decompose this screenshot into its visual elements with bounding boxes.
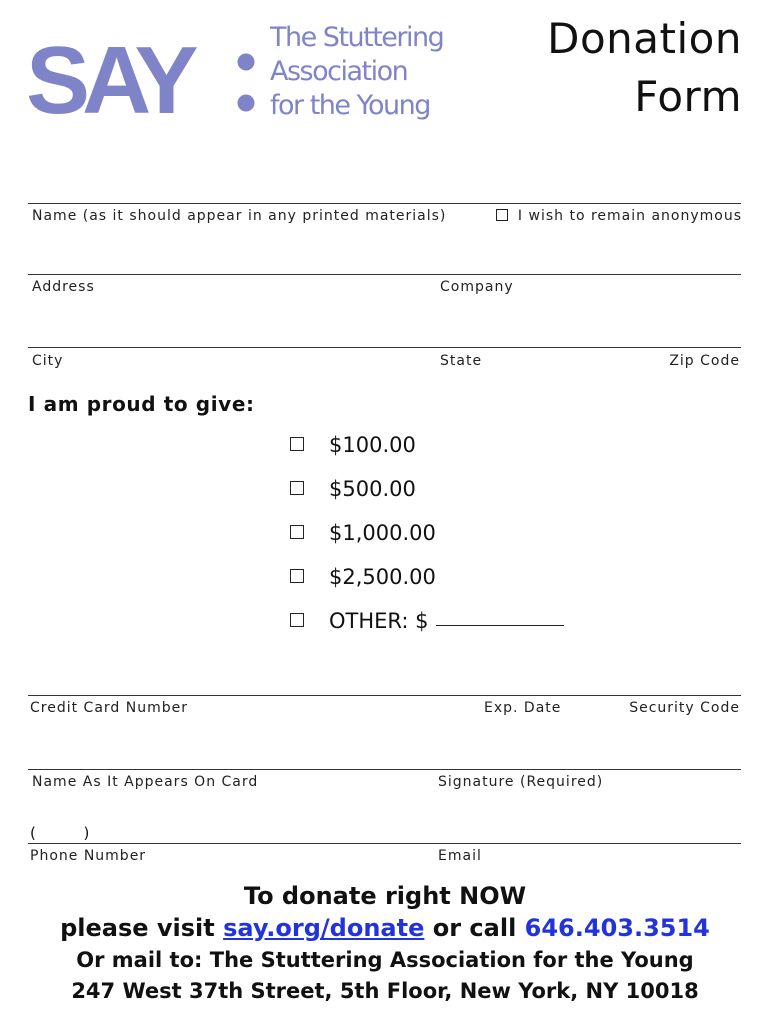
option-label: $2,500.00 <box>329 565 436 589</box>
option-1000[interactable] <box>290 521 436 545</box>
mail-org: The Stuttering Association for the Young <box>209 948 694 972</box>
mail-prefix: Or mail to: <box>76 948 210 972</box>
checkbox-icon[interactable] <box>496 209 508 221</box>
checkbox-icon[interactable] <box>290 525 304 539</box>
cta-visit-line <box>0 914 770 942</box>
phone-line[interactable] <box>28 843 741 844</box>
logo-line-2: Association <box>270 56 408 87</box>
name-label: Name (as it should appear in any printed materials) <box>32 208 447 224</box>
logo-mark: SAY <box>26 27 191 128</box>
name-on-card-label: Name As It Appears On Card <box>32 774 259 790</box>
mail-address: 247 West 37th Street, 5th Floor, New York, NY 10018 <box>71 979 699 1003</box>
city-line[interactable] <box>28 347 741 348</box>
logo-line-3: for the Young <box>270 90 430 121</box>
donate-link[interactable]: say.org/donate <box>223 914 425 942</box>
option-100[interactable] <box>290 433 416 457</box>
name-line[interactable] <box>28 203 741 204</box>
card-number-label: Credit Card Number <box>30 700 188 716</box>
security-code-label: Security Code <box>629 700 740 716</box>
cta-visit-prefix: please visit <box>60 914 224 942</box>
address-label: Address <box>32 279 95 295</box>
checkbox-icon[interactable] <box>290 613 304 627</box>
say-logo <box>26 18 486 128</box>
checkbox-icon[interactable] <box>290 481 304 495</box>
page-title-line-2: Form <box>634 72 742 121</box>
page-title-line-1: Donation <box>547 14 742 63</box>
option-label: OTHER: $ <box>329 609 429 633</box>
name-on-card-line[interactable] <box>28 769 741 770</box>
email-label: Email <box>438 848 482 864</box>
option-500[interactable] <box>290 477 416 501</box>
signature-label: Signature (Required) <box>438 774 604 790</box>
anonymous-checkbox[interactable] <box>496 208 742 224</box>
give-heading: I am proud to give: <box>28 392 255 416</box>
state-label: State <box>440 353 483 369</box>
phone-label: Phone Number <box>30 848 147 864</box>
option-other[interactable] <box>290 609 564 633</box>
option-label: $500.00 <box>329 477 416 501</box>
cta-call-text: or call <box>424 914 525 942</box>
option-label: $1,000.00 <box>329 521 436 545</box>
address-line[interactable] <box>28 274 741 275</box>
cta-heading: To donate right NOW <box>243 882 527 910</box>
phone-link[interactable]: 646.403.3514 <box>524 914 710 942</box>
checkbox-icon[interactable] <box>290 569 304 583</box>
exp-date-label: Exp. Date <box>484 700 562 716</box>
logo-dot-bottom <box>238 95 255 112</box>
logo-dot-top <box>238 54 255 71</box>
phone-area-code: ( ) <box>30 824 90 842</box>
option-label: $100.00 <box>329 433 416 457</box>
logo-line-1: The Stuttering <box>270 22 444 53</box>
option-2500[interactable] <box>290 565 436 589</box>
cta-mail-line <box>0 948 770 972</box>
checkbox-icon[interactable] <box>290 437 304 451</box>
other-amount-blank[interactable] <box>436 621 564 626</box>
anonymous-label: I wish to remain anonymous <box>517 208 742 224</box>
zip-label: Zip Code <box>669 353 740 369</box>
card-number-line[interactable] <box>28 695 741 696</box>
city-label: City <box>32 353 64 369</box>
company-label: Company <box>440 279 514 295</box>
